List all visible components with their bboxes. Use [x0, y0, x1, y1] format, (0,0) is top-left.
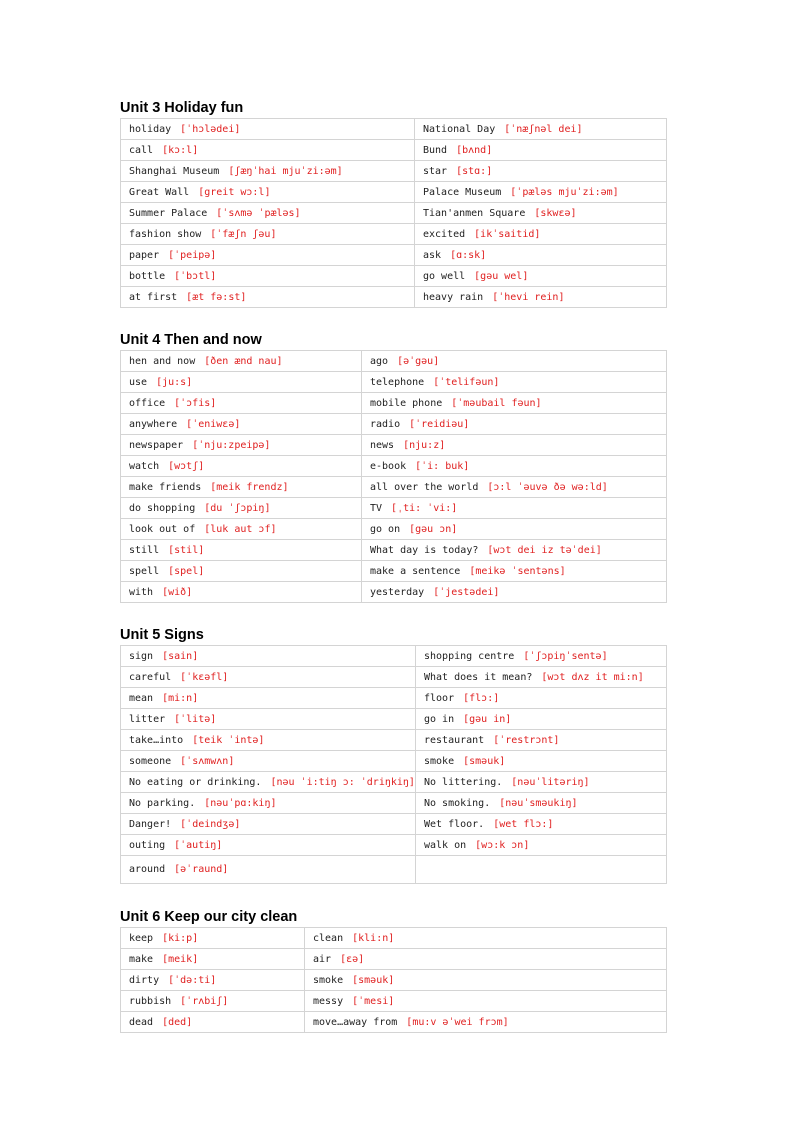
vocab-cell — [121, 856, 416, 884]
vocab-table — [120, 118, 667, 308]
vocab-word: holiday — [129, 123, 172, 135]
vocab-word: at first — [129, 291, 178, 303]
table-row — [121, 970, 667, 991]
vocab-word: watch — [129, 460, 160, 472]
vocab-phonetic: [ki:p] — [162, 932, 199, 944]
vocab-phonetic: [ˈdeindʒə] — [180, 818, 241, 830]
vocab-word: radio — [370, 418, 401, 430]
table-row — [121, 856, 667, 884]
vocab-phonetic: [ˈi: buk] — [415, 460, 470, 472]
vocab-cell — [362, 540, 667, 561]
vocab-word: go on — [370, 523, 401, 535]
vocab-cell — [362, 477, 667, 498]
vocab-word: No smoking. — [424, 797, 491, 809]
vocab-phonetic: [ˈeniwɛə] — [186, 418, 241, 430]
vocab-phonetic: [ˈlitə] — [174, 713, 217, 725]
vocab-word: e-book — [370, 460, 407, 472]
table-row — [121, 1012, 667, 1033]
unit-title: Unit 6 Keep our city clean — [120, 909, 298, 925]
vocab-word: sign — [129, 650, 154, 662]
vocab-cell — [415, 203, 667, 224]
vocab-word: Great Wall — [129, 186, 190, 198]
vocab-cell — [362, 519, 667, 540]
vocab-cell — [121, 161, 415, 182]
vocab-word: heavy rain — [423, 291, 484, 303]
vocab-cell — [121, 667, 416, 688]
vocab-word: dirty — [129, 974, 160, 986]
vocab-table — [120, 350, 667, 603]
vocab-word: yesterday — [370, 586, 425, 598]
vocab-cell — [121, 351, 362, 372]
vocab-word: messy — [313, 995, 344, 1007]
vocab-cell — [121, 266, 415, 287]
vocab-word: No eating or drinking. — [129, 776, 262, 788]
vocab-cell — [121, 435, 362, 456]
vocab-phonetic: [ɑ:sk] — [450, 249, 487, 261]
vocab-word: No parking. — [129, 797, 196, 809]
vocab-cell — [121, 772, 416, 793]
vocab-cell — [416, 814, 667, 835]
vocab-cell — [415, 161, 667, 182]
vocab-phonetic: [ˌti: ˈvi:] — [391, 502, 458, 514]
vocab-word: keep — [129, 932, 154, 944]
vocab-phonetic: [sməuk] — [352, 974, 395, 986]
vocab-phonetic: [meik frendz] — [210, 481, 289, 493]
vocab-cell — [121, 561, 362, 582]
table-row — [121, 287, 667, 308]
vocab-phonetic: [nəu ˈi:tiŋ ɔ: ˈdriŋkiŋ] — [270, 776, 415, 788]
vocab-word: telephone — [370, 376, 425, 388]
vocab-phonetic: [ˈautiŋ] — [174, 839, 223, 851]
vocab-cell — [416, 730, 667, 751]
vocab-phonetic: [wɔ:k ɔn] — [475, 839, 530, 851]
table-row — [121, 266, 667, 287]
vocab-cell — [121, 730, 416, 751]
vocab-word: go in — [424, 713, 455, 725]
vocab-word: What does it mean? — [424, 671, 533, 683]
vocab-word: do shopping — [129, 502, 196, 514]
vocab-cell — [305, 1012, 667, 1033]
vocab-word: make friends — [129, 481, 202, 493]
vocab-word: Wet floor. — [424, 818, 485, 830]
vocab-word: ago — [370, 355, 389, 367]
vocab-word: clean — [313, 932, 344, 944]
vocab-word: mobile phone — [370, 397, 443, 409]
vocab-cell — [121, 287, 415, 308]
table-row — [121, 688, 667, 709]
vocab-cell — [415, 119, 667, 140]
vocab-phonetic: [əˈraund] — [174, 864, 229, 875]
table-row — [121, 835, 667, 856]
vocab-word: paper — [129, 249, 160, 261]
vocab-word: ask — [423, 249, 442, 261]
vocab-phonetic: [ˈreidiəu] — [409, 418, 470, 430]
unit-title: Unit 4 Then and now — [120, 332, 262, 348]
table-row — [121, 540, 667, 561]
vocab-phonetic: [ˈpeipə] — [168, 249, 217, 261]
table-row — [121, 519, 667, 540]
vocab-cell — [121, 456, 362, 477]
vocab-cell — [362, 435, 667, 456]
vocab-phonetic: [ˈsʌmə ˈpæləs] — [216, 207, 301, 219]
vocab-word: someone — [129, 755, 172, 767]
vocab-word: air — [313, 953, 332, 965]
vocab-phonetic: [ˈʃɔpiŋˈsentə] — [523, 650, 608, 662]
vocab-word: all over the world — [370, 481, 479, 493]
table-row — [121, 949, 667, 970]
vocab-cell — [121, 835, 416, 856]
vocab-word: shopping centre — [424, 650, 515, 662]
vocab-cell — [416, 793, 667, 814]
vocab-phonetic: [kli:n] — [352, 932, 395, 944]
vocab-word: newspaper — [129, 439, 184, 451]
vocab-cell — [121, 949, 305, 970]
vocab-cell — [121, 928, 305, 949]
vocab-phonetic: [meikə ˈsentəns] — [469, 565, 566, 577]
vocab-phonetic: [ju:s] — [156, 376, 193, 388]
vocab-phonetic: [ded] — [162, 1016, 193, 1028]
vocab-phonetic: [ˈrʌbiʃ] — [180, 995, 229, 1007]
table-row — [121, 709, 667, 730]
vocab-phonetic: [ɔ:l ˈəuvə ðə wə:ld] — [487, 481, 608, 493]
unit-title: Unit 3 Holiday fun — [120, 100, 244, 116]
vocab-phonetic: [flɔ:] — [463, 692, 500, 704]
vocab-cell — [305, 970, 667, 991]
vocab-phonetic: [sməuk] — [463, 755, 506, 767]
vocab-word: careful — [129, 671, 172, 683]
vocab-word: restaurant — [424, 734, 485, 746]
vocab-cell — [416, 835, 667, 856]
vocab-word: star — [423, 165, 448, 177]
table-row — [121, 182, 667, 203]
vocab-word: hen and now — [129, 355, 196, 367]
vocab-cell — [362, 498, 667, 519]
vocab-cell — [415, 287, 667, 308]
vocab-phonetic: [mi:n] — [162, 692, 199, 704]
vocab-cell — [305, 991, 667, 1012]
vocab-phonetic: [gəu wel] — [474, 270, 529, 282]
vocab-cell — [121, 182, 415, 203]
table-row — [121, 498, 667, 519]
vocab-phonetic: [gəu ɔn] — [409, 523, 458, 535]
unit-title: Unit 5 Signs — [120, 627, 204, 643]
vocab-phonetic: [ðen ænd nau] — [204, 355, 283, 367]
vocab-cell — [362, 351, 667, 372]
vocab-phonetic: [luk aut ɔf] — [204, 523, 277, 535]
vocab-word: Shanghai Museum — [129, 165, 220, 177]
vocab-phonetic: [ɛə] — [340, 953, 365, 965]
table-row — [121, 928, 667, 949]
vocab-word: anywhere — [129, 418, 178, 430]
vocab-table — [120, 927, 667, 1033]
vocab-word: spell — [129, 565, 160, 577]
vocab-word: smoke — [424, 755, 455, 767]
vocab-cell — [121, 224, 415, 245]
vocab-table — [120, 645, 667, 884]
vocab-word: rubbish — [129, 995, 172, 1007]
vocab-phonetic: [nəuˈsməukiŋ] — [499, 797, 578, 809]
vocab-phonetic: [ˈfæʃn ʃəu] — [210, 228, 277, 240]
unit-4-section — [120, 331, 667, 603]
vocab-phonetic: [kɔ:l] — [162, 144, 199, 156]
vocab-cell — [121, 498, 362, 519]
vocab-cell — [362, 372, 667, 393]
vocab-word: call — [129, 144, 154, 156]
vocab-word: fashion show — [129, 228, 202, 240]
table-row — [121, 477, 667, 498]
vocab-cell — [362, 456, 667, 477]
vocab-cell — [121, 540, 362, 561]
vocab-cell — [362, 414, 667, 435]
unit-6-section — [120, 908, 667, 1033]
vocab-cell — [416, 772, 667, 793]
vocab-phonetic: [ˈtelifəun] — [433, 376, 500, 388]
unit-5-section — [120, 626, 667, 884]
table-row — [121, 991, 667, 1012]
table-row — [121, 393, 667, 414]
vocab-cell — [121, 372, 362, 393]
vocab-phonetic: [greit wɔ:l] — [198, 186, 271, 198]
vocab-phonetic: [ˈmesi] — [352, 995, 395, 1007]
vocab-cell — [415, 140, 667, 161]
vocab-phonetic: [stil] — [168, 544, 205, 556]
vocab-word: take…into — [129, 734, 184, 746]
vocab-phonetic: [ˈrestrɔnt] — [493, 734, 560, 746]
vocab-word: use — [129, 376, 148, 388]
vocab-phonetic: [ˈhɔlədei] — [180, 123, 241, 135]
vocab-phonetic: [əˈgəu] — [397, 355, 440, 367]
vocab-phonetic: [skwɛə] — [534, 207, 577, 219]
table-row — [121, 414, 667, 435]
vocab-cell — [362, 393, 667, 414]
table-row — [121, 646, 667, 667]
vocab-phonetic: [æt fə:st] — [186, 291, 247, 303]
vocab-cell — [416, 646, 667, 667]
vocab-word: bottle — [129, 270, 166, 282]
vocab-cell — [121, 970, 305, 991]
vocab-phonetic: [teik ˈintə] — [192, 734, 265, 746]
vocab-phonetic: [ˈbɔtl] — [174, 270, 217, 282]
vocab-cell — [121, 646, 416, 667]
table-row — [121, 667, 667, 688]
vocab-phonetic: [ˈjestədei] — [433, 586, 500, 598]
table-row — [121, 351, 667, 372]
vocab-word: walk on — [424, 839, 467, 851]
table-row — [121, 435, 667, 456]
table-row — [121, 203, 667, 224]
vocab-phonetic: [wet flɔ:] — [493, 818, 554, 830]
vocab-cell — [415, 182, 667, 203]
vocab-cell — [121, 477, 362, 498]
vocab-word: Tian'anmen Square — [423, 207, 526, 219]
vocab-word: What day is today? — [370, 544, 479, 556]
vocab-cell — [416, 751, 667, 772]
vocab-cell — [305, 928, 667, 949]
vocab-word: National Day — [423, 123, 496, 135]
table-row — [121, 561, 667, 582]
vocab-phonetic: [ˈnæʃnəl dei] — [504, 123, 583, 135]
table-row — [121, 119, 667, 140]
vocab-phonetic: [spel] — [168, 565, 205, 577]
table-row — [121, 456, 667, 477]
vocab-phonetic: [meik] — [162, 953, 199, 965]
table-row — [121, 582, 667, 603]
vocab-phonetic: [ʃæŋˈhai mjuˈzi:əm] — [228, 165, 343, 177]
vocab-phonetic: [ˈɔfis] — [174, 397, 217, 409]
vocab-phonetic: [ˈdə:ti] — [168, 974, 217, 986]
vocab-phonetic: [ikˈsaitid] — [474, 228, 541, 240]
vocab-phonetic: [bʌnd] — [456, 144, 493, 156]
table-row — [121, 793, 667, 814]
table-row — [121, 140, 667, 161]
vocab-cell — [415, 245, 667, 266]
vocab-phonetic: [wɔtʃ] — [168, 460, 205, 472]
unit-3-section — [120, 99, 667, 308]
vocab-cell — [121, 414, 362, 435]
vocab-word: go well — [423, 270, 466, 282]
vocab-phonetic: [wɔt dʌz it mi:n] — [541, 671, 644, 683]
vocab-cell — [121, 245, 415, 266]
vocab-phonetic: [nju:z] — [403, 439, 446, 451]
table-row — [121, 161, 667, 182]
vocab-cell — [121, 814, 416, 835]
vocab-phonetic: [ˈnju:zpeipə] — [192, 439, 271, 451]
vocab-phonetic: [ˈpæləs mjuˈzi:əm] — [510, 186, 619, 198]
vocab-phonetic: [stɑ:] — [456, 165, 493, 177]
vocab-word: outing — [129, 839, 166, 851]
vocab-cell — [121, 751, 416, 772]
table-row — [121, 814, 667, 835]
vocab-word: still — [129, 544, 160, 556]
vocab-cell — [415, 266, 667, 287]
vocab-cell — [121, 140, 415, 161]
vocab-cell — [416, 667, 667, 688]
vocab-phonetic: [sain] — [162, 650, 199, 662]
vocab-word: Palace Museum — [423, 186, 502, 198]
vocab-word: office — [129, 397, 166, 409]
vocab-cell — [415, 224, 667, 245]
vocab-phonetic: [ˈməubail fəun] — [451, 397, 542, 409]
vocab-word: look out of — [129, 523, 196, 535]
vocab-cell — [121, 519, 362, 540]
table-row — [121, 751, 667, 772]
vocab-cell — [416, 688, 667, 709]
table-row — [121, 224, 667, 245]
vocab-cell — [121, 688, 416, 709]
table-row — [121, 245, 667, 266]
vocab-word: make a sentence — [370, 565, 461, 577]
vocab-word: floor — [424, 692, 455, 704]
vocab-word: around — [129, 864, 166, 875]
vocab-word: dead — [129, 1016, 154, 1028]
vocab-phonetic: [ˈsʌmwʌn] — [180, 755, 235, 767]
table-row — [121, 730, 667, 751]
vocab-word: TV — [370, 502, 383, 514]
vocab-word: Summer Palace — [129, 207, 208, 219]
vocab-cell — [305, 949, 667, 970]
vocab-phonetic: [du ˈʃɔpiŋ] — [204, 502, 271, 514]
vocab-phonetic: [gəu in] — [463, 713, 512, 725]
vocab-word: move…away from — [313, 1016, 398, 1028]
vocab-phonetic: [mu:v əˈwei frɔm] — [406, 1016, 509, 1028]
vocab-cell — [121, 991, 305, 1012]
vocab-word: litter — [129, 713, 166, 725]
table-row — [121, 772, 667, 793]
vocab-phonetic: [nəuˈlitəriŋ] — [511, 776, 590, 788]
vocab-cell — [416, 709, 667, 730]
vocab-cell — [121, 793, 416, 814]
vocab-phonetic: [ˈkɛəfl] — [180, 671, 229, 683]
vocab-word: excited — [423, 228, 466, 240]
vocab-cell — [121, 393, 362, 414]
vocab-cell — [362, 561, 667, 582]
vocab-phonetic: [nəuˈpɑ:kiŋ] — [204, 797, 277, 809]
vocab-cell — [121, 709, 416, 730]
vocab-word: No littering. — [424, 776, 503, 788]
vocab-cell — [121, 203, 415, 224]
vocab-word: smoke — [313, 974, 344, 986]
vocab-cell — [121, 582, 362, 603]
vocab-word: mean — [129, 692, 154, 704]
vocab-phonetic: [ˈhevi rein] — [492, 291, 565, 303]
vocab-cell — [416, 856, 667, 884]
vocab-phonetic: [wið] — [162, 586, 193, 598]
table-row — [121, 372, 667, 393]
vocab-cell — [121, 1012, 305, 1033]
vocab-cell — [121, 119, 415, 140]
vocab-word: make — [129, 953, 154, 965]
vocab-word: Bund — [423, 144, 448, 156]
vocab-word: news — [370, 439, 395, 451]
vocab-word: Danger! — [129, 818, 172, 830]
vocab-word: with — [129, 586, 154, 598]
vocab-phonetic: [wɔt dei iz təˈdei] — [487, 544, 602, 556]
vocab-cell — [362, 582, 667, 603]
